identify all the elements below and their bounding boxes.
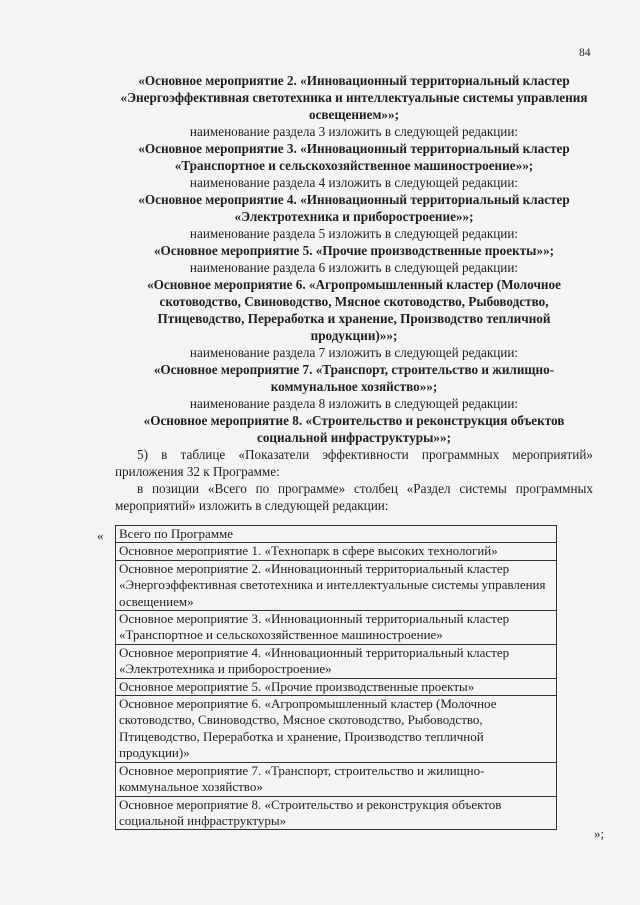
table-row [116, 543, 557, 560]
table-close-quote: »; [594, 826, 605, 841]
table-cell: Всего по Программе [116, 526, 557, 543]
paragraph: 5) в таблице «Показатели эффективности программных мероприятий» приложения 32 к Программе: [115, 447, 593, 479]
table-cell: Основное мероприятие 5. «Прочие производственные проекты» [116, 678, 557, 695]
paragraph-heading: «Основное мероприятие 6. «Агропромышленный кластер (Молочное скотоводство, Свиноводство, Мясное скотоводство, Рыбоводство, Птицеводство, Переработка и хранение, Производство тепличной продукции)»»; [147, 277, 561, 343]
document-body [115, 72, 593, 514]
table-cell: Основное мероприятие 4. «Инновационный территориальный кластер «Электротехника и приборостроение» [116, 644, 557, 678]
table-row [116, 560, 557, 610]
programs-table [115, 525, 557, 830]
paragraph-heading: «Основное мероприятие 5. «Прочие производственные проекты»»; [153, 243, 555, 258]
table-row [116, 796, 557, 830]
paragraph: наименование раздела 8 изложить в следующей редакции: [189, 396, 519, 411]
table-cell: Основное мероприятие 8. «Строительство и реконструкция объектов социальной инфраструктуры» [116, 796, 557, 830]
table-cell: Основное мероприятие 2. «Инновационный территориальный кластер «Энергоэффективная светотехника и интеллектуальные системы управления освещением» [116, 560, 557, 610]
table-row [116, 611, 557, 645]
paragraph-heading: «Основное мероприятие 3. «Инновационный территориальный кластер «Транспортное и сельскохозяйственное машиностроение»»; [138, 141, 570, 173]
paragraph-heading: «Основное мероприятие 7. «Транспорт, строительство и жилищно-коммунальное хозяйство»»; [153, 362, 555, 394]
table-cell: Основное мероприятие 6. «Агропромышленный кластер (Молочное скотоводство, Свиноводство, Мясное скотоводство, Рыбоводство, Птицеводство, Переработка и хранение, Производство тепличной продукции)» [116, 696, 557, 763]
paragraph: в позиции «Всего по программе» столбец «Раздел системы программных мероприятий» изложить в следующей редакции: [115, 481, 593, 513]
page-number: 84 [579, 47, 591, 59]
table-open-quote: « [97, 528, 104, 543]
table-row [116, 678, 557, 695]
paragraph: наименование раздела 7 изложить в следующей редакции: [189, 345, 519, 360]
table-row [116, 762, 557, 796]
table-cell: Основное мероприятие 1. «Технопарк в сфере высоких технологий» [116, 543, 557, 560]
paragraph: наименование раздела 3 изложить в следующей редакции: [189, 124, 519, 139]
paragraph: наименование раздела 4 изложить в следующей редакции: [189, 175, 519, 190]
table-cell: Основное мероприятие 7. «Транспорт, строительство и жилищно-коммунальное хозяйство» [116, 762, 557, 796]
paragraph-heading: «Основное мероприятие 2. «Инновационный территориальный кластер «Энергоэффективная светотехника и интеллектуальные системы управления освещением»»; [120, 73, 588, 122]
paragraph-heading: «Основное мероприятие 8. «Строительство и реконструкция объектов социальной инфраструктуры»»; [143, 413, 565, 445]
table-row [116, 696, 557, 763]
table-cell: Основное мероприятие 3. «Инновационный территориальный кластер «Транспортное и сельскохозяйственное машиностроение» [116, 611, 557, 645]
table-row [116, 526, 557, 543]
paragraph-heading: «Основное мероприятие 4. «Инновационный территориальный кластер «Электротехника и приборостроение»»; [138, 192, 570, 224]
paragraph: наименование раздела 5 изложить в следующей редакции: [189, 226, 519, 241]
paragraph: наименование раздела 6 изложить в следующей редакции: [189, 260, 519, 275]
table-row [116, 644, 557, 678]
